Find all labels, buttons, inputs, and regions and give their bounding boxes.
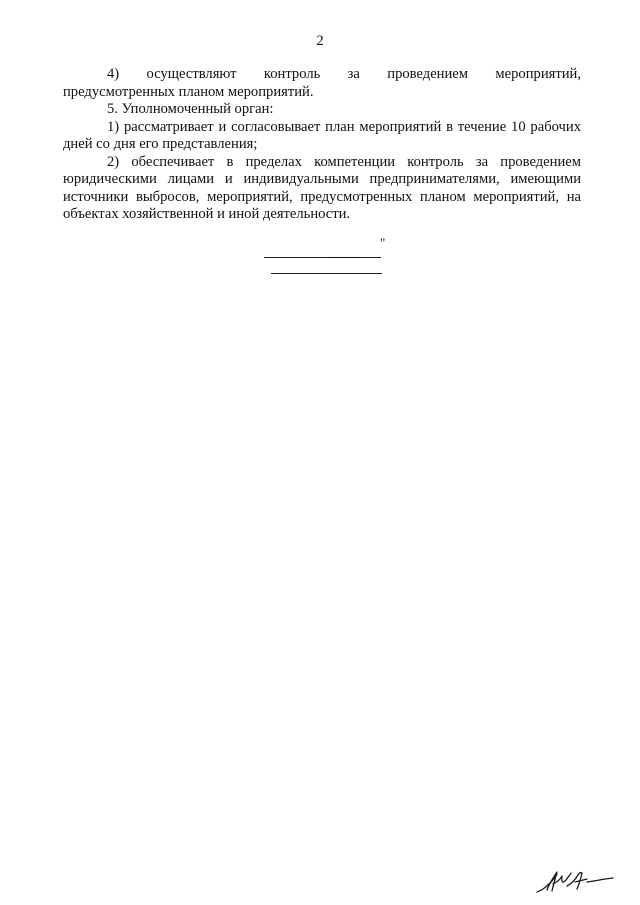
paragraph-item-2: 2) обеспечивает в пределах компетенции контроль за проведением юридическими лицами и индивидуальными предпринимателями, имеющими источники выбросов, мероприятий, предусмотренных планом мероприятий, на объектах хозяйственной и иной деятельности. — [63, 153, 581, 222]
document-body — [63, 66, 581, 224]
separator-line-top-dark — [327, 257, 361, 258]
separator-line-top — [264, 257, 381, 258]
separator-line-bottom — [271, 273, 382, 274]
paragraph-section-5: 5. Уполномоченный орган: — [107, 101, 274, 117]
signature-icon — [535, 860, 615, 900]
paragraph-item-1: 1) рассматривает и согласовывает план мероприятий в течение 10 рабочих дней со дня его представления; — [63, 118, 581, 152]
paragraph-item-4: 4) осуществляют контроль за проведением мероприятий, предусмотренных планом мероприятий. — [63, 66, 581, 100]
closing-quote-mark: " — [380, 235, 386, 250]
page-number: 2 — [316, 33, 324, 49]
